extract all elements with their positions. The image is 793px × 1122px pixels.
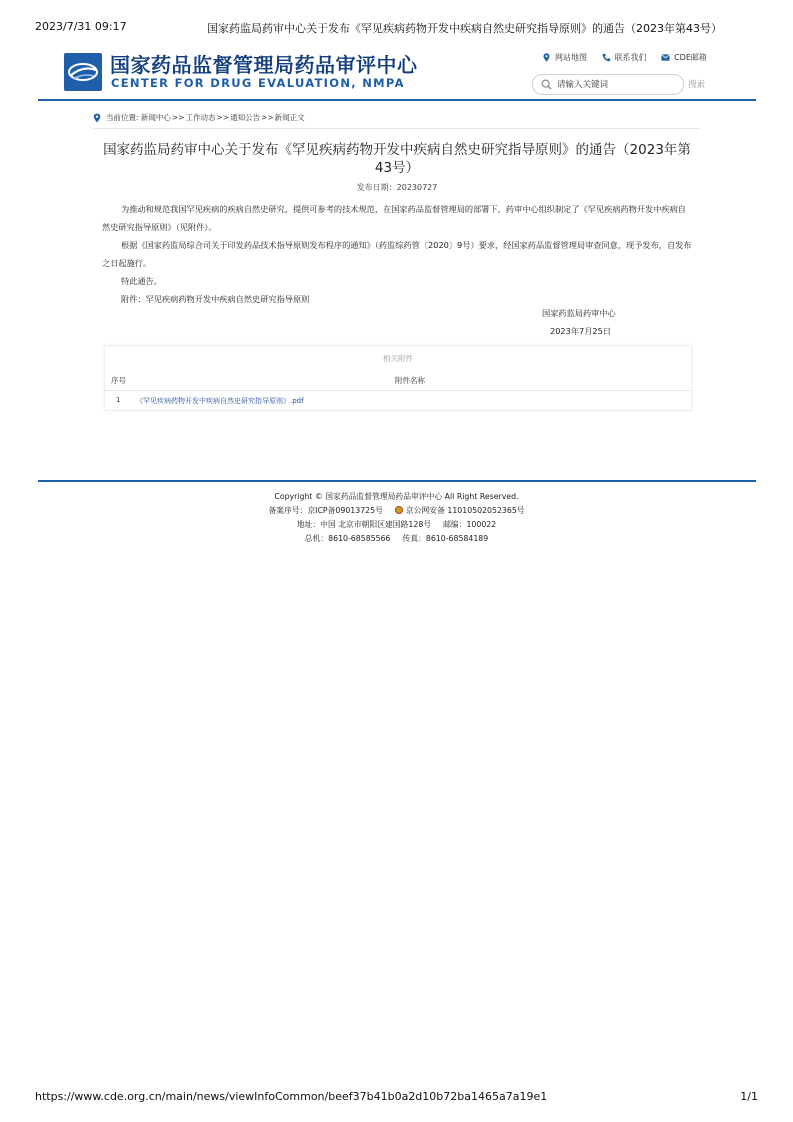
publish-date bbox=[100, 182, 694, 193]
breadcrumb-divider bbox=[93, 128, 700, 129]
article-paragraph: 为推动和规范我国罕见疾病的疾病自然史研究，提供可参考的技术规范，在国家药品监督管理局的部署下，药审中心组织制定了《罕见疾病药物开发中疾病自然史研究指导原则》（见附件）。 bbox=[102, 204, 686, 232]
contact-label: 联系我们 bbox=[614, 53, 647, 62]
article-paragraph: 特此通告。 bbox=[121, 276, 162, 286]
site-header bbox=[64, 48, 724, 94]
breadcrumb-item-current: 新闻正文 bbox=[274, 113, 305, 122]
breadcrumb-separator: >> bbox=[261, 113, 274, 122]
print-page-number: 1/1 bbox=[740, 1090, 758, 1103]
signature-org: 国家药监局药审中心 bbox=[542, 308, 616, 318]
breadcrumb-item-work-news[interactable]: 工作动态 bbox=[185, 113, 216, 122]
breadcrumb bbox=[93, 112, 305, 123]
print-timestamp: 2023/7/31 09:17 bbox=[35, 20, 127, 33]
footer-divider bbox=[38, 480, 756, 482]
footer-registration bbox=[0, 504, 793, 518]
phone-icon bbox=[602, 53, 611, 62]
mail-link[interactable] bbox=[661, 52, 707, 63]
attachments-header-row bbox=[105, 370, 691, 391]
icp-link[interactable]: 备案序号：京ICP备09013725号 bbox=[268, 506, 383, 515]
mail-icon bbox=[661, 53, 670, 62]
signature-date: 2023年7月25日 bbox=[550, 326, 612, 336]
footer-address: 地址：中国 北京市朝阳区建国路128号 bbox=[296, 520, 432, 529]
footer-copyright: Copyright © 国家药品监督管理局药品审评中心 All Right Reserved. bbox=[274, 492, 519, 501]
attachment-index: 1 bbox=[116, 396, 121, 404]
site-name-en: CENTER FOR DRUG EVALUATION, NMPA bbox=[111, 76, 405, 90]
location-pin-icon bbox=[93, 113, 101, 123]
article-title: 国家药监局药审中心关于发布《罕见疾病药物开发中疾病自然史研究指导原则》的通告（2023年第43号） bbox=[103, 142, 691, 176]
footer-address-line bbox=[0, 518, 793, 532]
breadcrumb-separator: >> bbox=[216, 113, 230, 122]
search-input[interactable] bbox=[557, 77, 677, 92]
breadcrumb-prefix: 当前位置: bbox=[106, 113, 139, 122]
print-title: 国家药监局药审中心关于发布《罕见疾病药物开发中疾病自然史研究指导原则》的通告（2023年第43号） bbox=[207, 22, 722, 35]
attachments-caption: 相关附件 bbox=[383, 354, 413, 363]
site-footer bbox=[0, 490, 793, 546]
breadcrumb-separator: >> bbox=[171, 113, 185, 122]
mail-label: CDE邮箱 bbox=[674, 53, 707, 62]
search-bar bbox=[532, 74, 722, 94]
footer-contact-line bbox=[0, 532, 793, 546]
attachment-link[interactable]: 《罕见疾病药物开发中疾病自然史研究指导原则》.pdf bbox=[136, 397, 304, 405]
police-badge-icon bbox=[395, 506, 403, 514]
table-row bbox=[105, 392, 691, 410]
footer-fax: 传真：8610-68584189 bbox=[402, 534, 489, 543]
contact-link[interactable] bbox=[602, 52, 647, 63]
print-url: https://www.cde.org.cn/main/news/viewInfoCommon/beef37b41b0a2d10b72ba1465a7a19e1 bbox=[35, 1090, 548, 1103]
location-pin-icon bbox=[542, 53, 551, 62]
footer-phone: 总机：8610-68585566 bbox=[304, 534, 391, 543]
publish-date-label: 发布日期： bbox=[356, 183, 397, 192]
article-body bbox=[102, 200, 692, 308]
sitemap-link[interactable] bbox=[542, 52, 587, 63]
breadcrumb-item-notices[interactable]: 通知公告 bbox=[230, 113, 261, 122]
search-button[interactable]: 搜索 bbox=[688, 80, 706, 90]
header-divider bbox=[38, 99, 756, 101]
attachments-table bbox=[104, 345, 692, 411]
search-icon bbox=[541, 79, 552, 90]
site-logo-icon[interactable] bbox=[64, 53, 102, 91]
sitemap-label: 网站地图 bbox=[555, 53, 587, 62]
footer-postcode: 邮编：100022 bbox=[443, 520, 497, 529]
police-record-link[interactable]: 京公网安备 11010502052365号 bbox=[405, 506, 525, 515]
site-name-cn[interactable]: 国家药品监督管理局药品审评中心 bbox=[110, 53, 418, 77]
article-paragraph: 根据《国家药监局综合司关于印发药品技术指导原则发布程序的通知》（药监综药管〔2020〕9号）要求，经国家药品监督管理局审查同意，现予发布，自发布之日起施行。 bbox=[102, 240, 692, 268]
publish-date-value: 20230727 bbox=[396, 183, 438, 192]
column-header-index: 序号 bbox=[111, 376, 126, 385]
top-links bbox=[542, 52, 719, 64]
search-box bbox=[532, 74, 684, 95]
article-paragraph: 附件：罕见疾病药物开发中疾病自然史研究指导原则 bbox=[121, 294, 310, 304]
breadcrumb-item-news-center[interactable]: 新闻中心 bbox=[140, 113, 171, 122]
column-header-name: 附件名称 bbox=[395, 376, 425, 385]
